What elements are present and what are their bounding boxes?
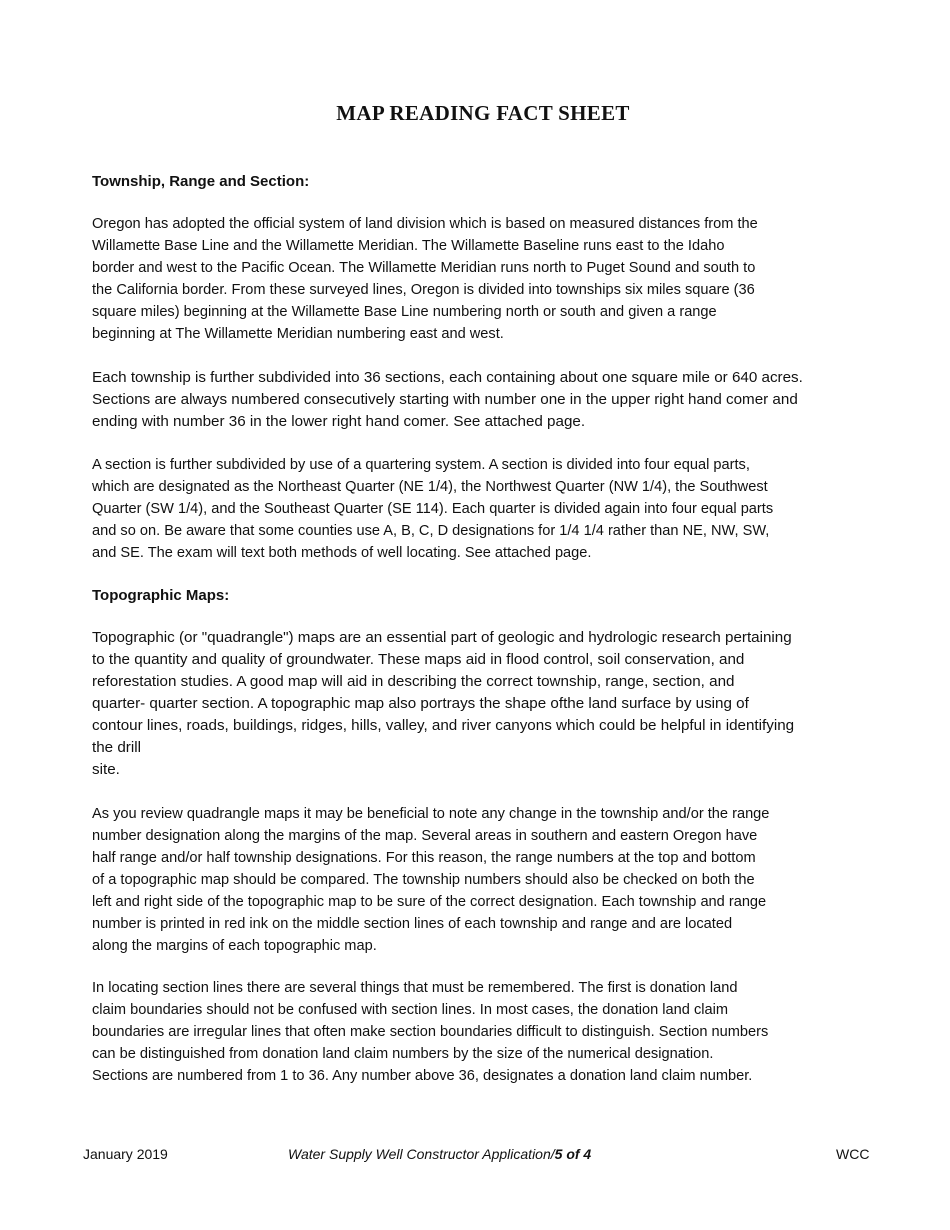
text-line: reforestation studies. A good map will aid in describing the correct township, range, section, and [92, 673, 735, 690]
text-line: Each township is further subdivided into 36 sections, each containing about one square mile or 640 acres. [92, 369, 803, 386]
text-line: border and west to the Pacific Ocean. The Willamette Meridian runs north to Puget Sound and south to [92, 260, 756, 276]
text-line: which are designated as the Northeast Quarter (NE 1/4), the Northwest Quarter (NW 1/4), the Southwest [92, 479, 768, 495]
paragraph-township-intro [92, 213, 862, 345]
text-line: As you review quadrangle maps it may be beneficial to note any change in the township and/or the range [92, 806, 770, 822]
section-heading-topographic: Topographic Maps: [92, 587, 230, 604]
text-line: In locating section lines there are several things that must be remembered. The first is donation land [92, 980, 738, 996]
text-line: Oregon has adopted the official system of land division which is based on measured distances from the [92, 216, 758, 232]
text-line: number is printed in red ink on the middle section lines of each township and range and are located [92, 916, 733, 932]
page-title: MAP READING FACT SHEET [336, 101, 630, 125]
paragraph-quartering [92, 454, 862, 564]
text-line: to the quantity and quality of groundwater. These maps aid in flood control, soil conservation, and [92, 651, 745, 668]
footer-page-number: 5 of 4 [554, 1146, 592, 1162]
section-heading-township: Township, Range and Section: [92, 173, 310, 190]
text-line: half range and/or half township designations. For this reason, the range numbers at the top and bottom [92, 850, 756, 866]
text-line: site. [92, 761, 120, 778]
paragraph-section-lines [92, 977, 862, 1087]
text-line: Quarter (SW 1/4), and the Southeast Quarter (SE 114). Each quarter is divided again into four equal parts [92, 501, 774, 517]
text-line: of a topographic map should be compared. The township numbers should also be checked on both the [92, 872, 755, 888]
text-line: beginning at The Willamette Meridian numbering east and west. [92, 326, 504, 342]
text-line: Sections are always numbered consecutively starting with number one in the upper right hand comer and [92, 391, 798, 408]
text-line: contour lines, roads, buildings, ridges, hills, valley, and river canyons which could be helpful in identifying [92, 717, 795, 734]
text-line: A section is further subdivided by use of a quartering system. A section is divided into four equal parts, [92, 457, 750, 473]
text-line: and so on. Be aware that some counties use A, B, C, D designations for 1/4 1/4 rather than NE, NW, SW, [92, 523, 770, 539]
text-line: boundaries are irregular lines that often make section boundaries difficult to distinguish. Section numbers [92, 1024, 769, 1040]
text-line: left and right side of the topographic map to be sure of the correct designation. Each township and range [92, 894, 767, 910]
footer-code: WCC [836, 1146, 870, 1162]
text-line: claim boundaries should not be confused with section lines. In most cases, the donation land claim [92, 1002, 729, 1018]
text-line: Sections are numbered from 1 to 36. Any number above 36, designates a donation land claim number. [92, 1068, 753, 1084]
text-line: quarter- quarter section. A topographic map also portrays the shape ofthe land surface by using of [92, 695, 749, 712]
text-line: Topographic (or "quadrangle") maps are an essential part of geologic and hydrologic research pertaining [92, 629, 792, 646]
footer-date: January 2019 [83, 1146, 168, 1162]
footer-document-name [288, 1146, 591, 1162]
text-line: number designation along the margins of the map. Several areas in southern and eastern Oregon have [92, 828, 758, 844]
text-line: Willamette Base Line and the Willamette Meridian. The Willamette Baseline runs east to the Idaho [92, 238, 725, 254]
text-line: can be distinguished from donation land claim numbers by the size of the numerical designation. [92, 1046, 714, 1062]
text-line: ending with number 36 in the lower right hand comer. See attached page. [92, 413, 586, 430]
text-line: and SE. The exam will text both methods of well locating. See attached page. [92, 545, 592, 561]
footer-doc-title: Water Supply Well Constructor Application/ [288, 1146, 555, 1162]
paragraph-topographic-intro [92, 627, 867, 781]
text-line: the drill [92, 739, 141, 756]
paragraph-sections [92, 367, 867, 433]
text-line: square miles) beginning at the Willamette Base Line numbering north or south and given a range [92, 304, 717, 320]
paragraph-quadrangle-review [92, 803, 862, 957]
text-line: the California border. From these surveyed lines, Oregon is divided into townships six miles square (36 [92, 282, 755, 298]
text-line: along the margins of each topographic map. [92, 938, 377, 954]
